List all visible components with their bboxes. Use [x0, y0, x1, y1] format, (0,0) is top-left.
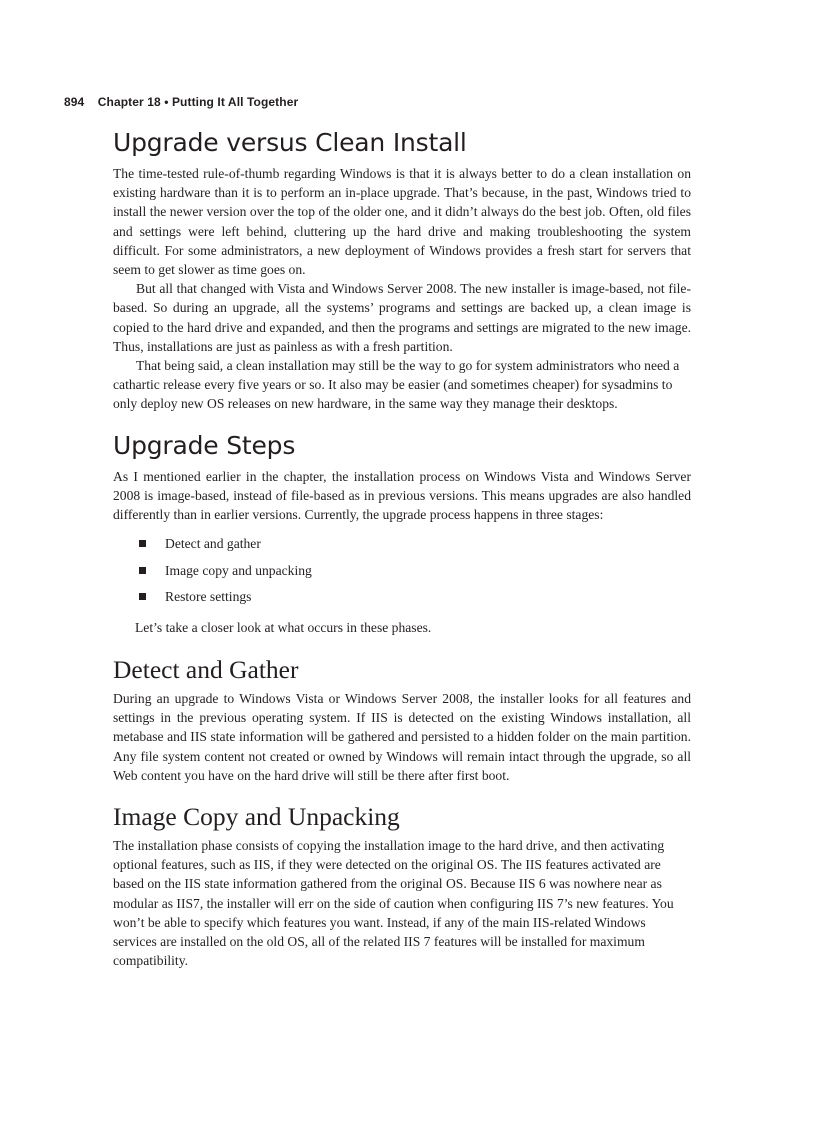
heading-detect-and-gather: Detect and Gather: [113, 654, 299, 684]
paragraph: The installation phase consists of copying the installation image to the hard drive, and then activating optional features, such as IIS, if they were detected on the original OS. The IIS features activated are based on the IIS state information gathered from the original OS. Because IIS 6 was nowhere near as modular as IIS7, the installer will err on the side of caution when configuring IIS 7’s new features. You won’t be able to specify which features you want. Instead, if any of the main IIS-related Windows services are installed on the old OS, all of the related IIS 7 features will be installed for maximum compatibility.: [113, 837, 674, 969]
list-item-text: Detect and gather: [165, 536, 261, 552]
list-item: [139, 561, 691, 588]
heading-image-copy-and-unpacking: Image Copy and Unpacking: [113, 801, 400, 831]
heading-upgrade-versus-clean-install: Upgrade versus Clean Install: [113, 128, 467, 157]
running-head: [64, 95, 298, 109]
paragraph: That being said, a clean installation may still be the way to go for system administrators who need a cathartic release every five years or so. It also may be easier (and sometimes cheaper) for sysadmins to only deploy new OS releases on new hardware, in the same way they manage their desktops.: [113, 358, 680, 412]
page-body: [113, 126, 691, 970]
paragraph: But all that changed with Vista and Windows Server 2008. The new installer is image-based, not file-based. So during an upgrade, all the systems’ programs and settings are backed up, a clean image is copied to the hard drive and expanded, and then the programs and settings are migrated to the new image. Thus, installations are just as painless as with a fresh partition.: [113, 281, 691, 354]
list-item: [139, 587, 691, 614]
paragraph: As I mentioned earlier in the chapter, the installation process on Windows Vista and Windows Server 2008 is image-based, instead of file-based as in previous versions. This means upgrades are also handled differently than in earlier versions. Currently, the upgrade process happens in three stages:: [113, 468, 691, 523]
square-bullet-icon: [139, 593, 146, 600]
list-item-text: Image copy and unpacking: [165, 562, 312, 578]
page-number: 894: [64, 95, 85, 109]
list-item-text: Restore settings: [165, 589, 252, 605]
running-title: Chapter 18 • Putting It All Together: [97, 95, 299, 109]
paragraph: Let’s take a closer look at what occurs in these phases.: [135, 619, 432, 635]
heading-upgrade-steps: Upgrade Steps: [113, 430, 296, 460]
square-bullet-icon: [139, 540, 146, 547]
upgrade-stages-list: [113, 534, 691, 614]
paragraph: The time-tested rule-of-thumb regarding Windows is that it is always better to do a clean installation on existing hardware than it is to perform an in-place upgrade. That’s because, in the past, Windows tried to install the newer version over the top of the older one, and it didn’t always do the best job. Often, old files and settings were left behind, cluttering up the hard drive and making troubleshooting the system difficult. For some administrators, a new deployment of Windows provides a fresh start for servers that seem to get slower as time goes on.: [113, 166, 691, 278]
square-bullet-icon: [139, 567, 146, 574]
paragraph: During an upgrade to Windows Vista or Windows Server 2008, the installer looks for all features and settings in the previous operating system. If IIS is detected on the existing Windows installation, all metabase and IIS state information will be gathered and persisted to a hidden folder on the main partition. Any file system content not created or owned by Windows will remain intact through the upgrade, so all Web content you have on the hard drive will still be there after first boot.: [113, 690, 691, 783]
list-item: [139, 534, 691, 561]
